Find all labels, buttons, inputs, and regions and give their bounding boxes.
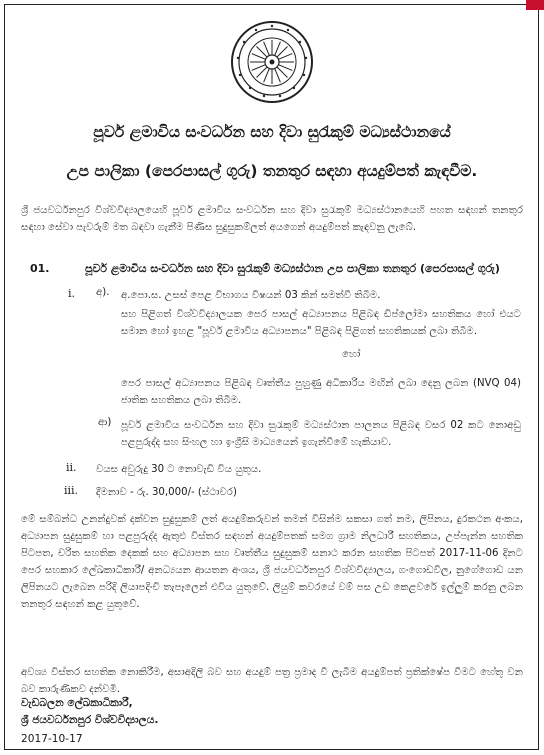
or-separator: හෝ xyxy=(342,349,361,360)
item-iii-text: දීමනාව - රු. 30,000/- (ස්ථාවර) xyxy=(96,487,237,498)
item-i-a-text-3: පෙර පාසල් අධ්‍යාපනය පිළිබඳ වෘත්තීය පුහුණු අධිකාරිය මඟින් ලබා දෙනු ලබන (NVQ 04) ජාතික සහතිකය ලබා තිබීම. xyxy=(121,378,521,406)
section-title: පූර්ව ළමාවිය සංවර්ධන සහ දිවා සුරැකුම් මධ්‍යස්ථාන උප පාලිකා තනතුර (පෙරපාසල් ගුරු) xyxy=(85,262,500,275)
item-ii-text: වයස අවුරුදු 30 ට නොවැඩි විය යුතුය. xyxy=(96,464,262,475)
item-i-a-text-1: අ.පො.ස. උසස් පෙළ විභාගය විෂයන් 03 කින් සමත්වී තිබීම. xyxy=(121,290,381,301)
item-i-number: i. xyxy=(68,287,76,300)
item-iii-number: iii. xyxy=(64,484,79,497)
closing-paragraph: අවශ්‍ය විස්තර සහතික නොකිරීම, අසාඅදිලි බව සහ අයදුම් පත්‍ර ප්‍රමාද වී ලැබීම අයදුම්පත් ප්‍රතික්ෂේප වීමට හේතු වන බව කාරුණිකව දන්වමි. xyxy=(21,667,523,695)
item-i-b-label: ආ) xyxy=(98,417,112,428)
item-ii-number: ii. xyxy=(66,461,77,474)
signatory-institution: ශ්‍රී ජයවර්ධනපුර විශ්වවිද්‍යාලය. xyxy=(21,714,159,726)
university-seal-logo xyxy=(230,20,314,104)
title-line-2: උප පාලිකා (පෙරපාසල් ගුරු) තනතුර සඳහා අයදුම්පත් කැඳවීම. xyxy=(66,162,478,180)
notice-date: 2017-10-17 xyxy=(21,733,83,745)
application-instructions-paragraph: මේ සම්බන්ධ උනන්දුවක් දක්වන සුදුසුකම් ලත් අයදුම්කරුවන් තමන් විසින්ම සකසා ගත් නම, ලිපිනය, දුරකථන අංකය, අධ්‍යාපන සුදුසුකම් හා පළපුරුද්ද ඇතුළු විස්තර සඳහන් අයදුම්පතක් සමග ග්‍රාම නිලධාරී සහතිකය, උප්පැන්න සහතික පිටපත, චරිත සහතික දෙකක් සහ අධ්‍යාපන සහ වෘත්තීය සුදුසුකම් සනාථ කරන සහතික පිටපත් 2017-11-06 දිනට පෙර සහකාර ලේඛකාධිකාරී/ අනධ්‍යයන ආයතන අංශය, ශ්‍රී ජයවර්ධනපුර විශ්වවිද්‍යාලය, ගංගොඩවිල, නුගේගොඩ යන ලිපිනයට ලැබෙන පරිදි ලියාපදිංචි තැපෑලෙන් එවිය යුතුවේ. ලියුම් කවරයේ වම් පස උඩ කෙළවරේ ඉල්ලුම් කරනු ලබන තනතුර සඳහන් කළ යුතුවේ. xyxy=(21,514,523,610)
item-i-b-text: පූර්ව ළමාවිය සංවර්ධන සහ දිවා සුරැකුම් මධ්‍යස්ථාන පාලනය පිළිබඳ වසර 02 කට නොඅඩු පළපුරුද්ද සහ සිංහල හා ඉංග්‍රීසි මාධ්‍යයෙන් ඉගැන්වීමේ හැකියාව. xyxy=(121,420,521,448)
corner-tab xyxy=(526,0,544,10)
item-i-a-label: අ). xyxy=(96,287,110,298)
intro-paragraph: ශ්‍රී ජයවර්ධනපුර විශ්වවිද්‍යාලයෙහි පූර්ව ළමාවිය සංවර්ධන සහ දිවා සුරැකුම් මධ්‍යස්ථානයෙහි පහත සඳහන් තනතුර සඳහා සේවා පැවරුම් මත බඳවා ගැනීම පිණිස සුදුසුකම්ලත් අයගෙන් අයදුම්පත් කැඳවනු ලැබේ. xyxy=(21,205,523,233)
title-line-1: පූර්ව ළමාවිය සංවර්ධන සහ දිවා සුරැකුම් මධ්‍යස්ථානයේ xyxy=(93,123,451,141)
section-number: 01. xyxy=(30,262,50,275)
signatory-title: වැඩබලන ලේඛකාධිකාරී, xyxy=(21,697,133,709)
item-i-a-text-2: සහ පිළිගත් විශ්වවිද්‍යාලයක පෙර පාසල් අධ්‍යාපනය පිළිබඳ ඩිප්ලෝමා සහතිකය හෝ එයට සමාන හෝ ඉහළ "පූර්ව ළමාවිය අධ්‍යාපනය" පිළිබඳ පිළිගත් සහතිකයක් ලබා තිබීම. xyxy=(121,309,521,337)
